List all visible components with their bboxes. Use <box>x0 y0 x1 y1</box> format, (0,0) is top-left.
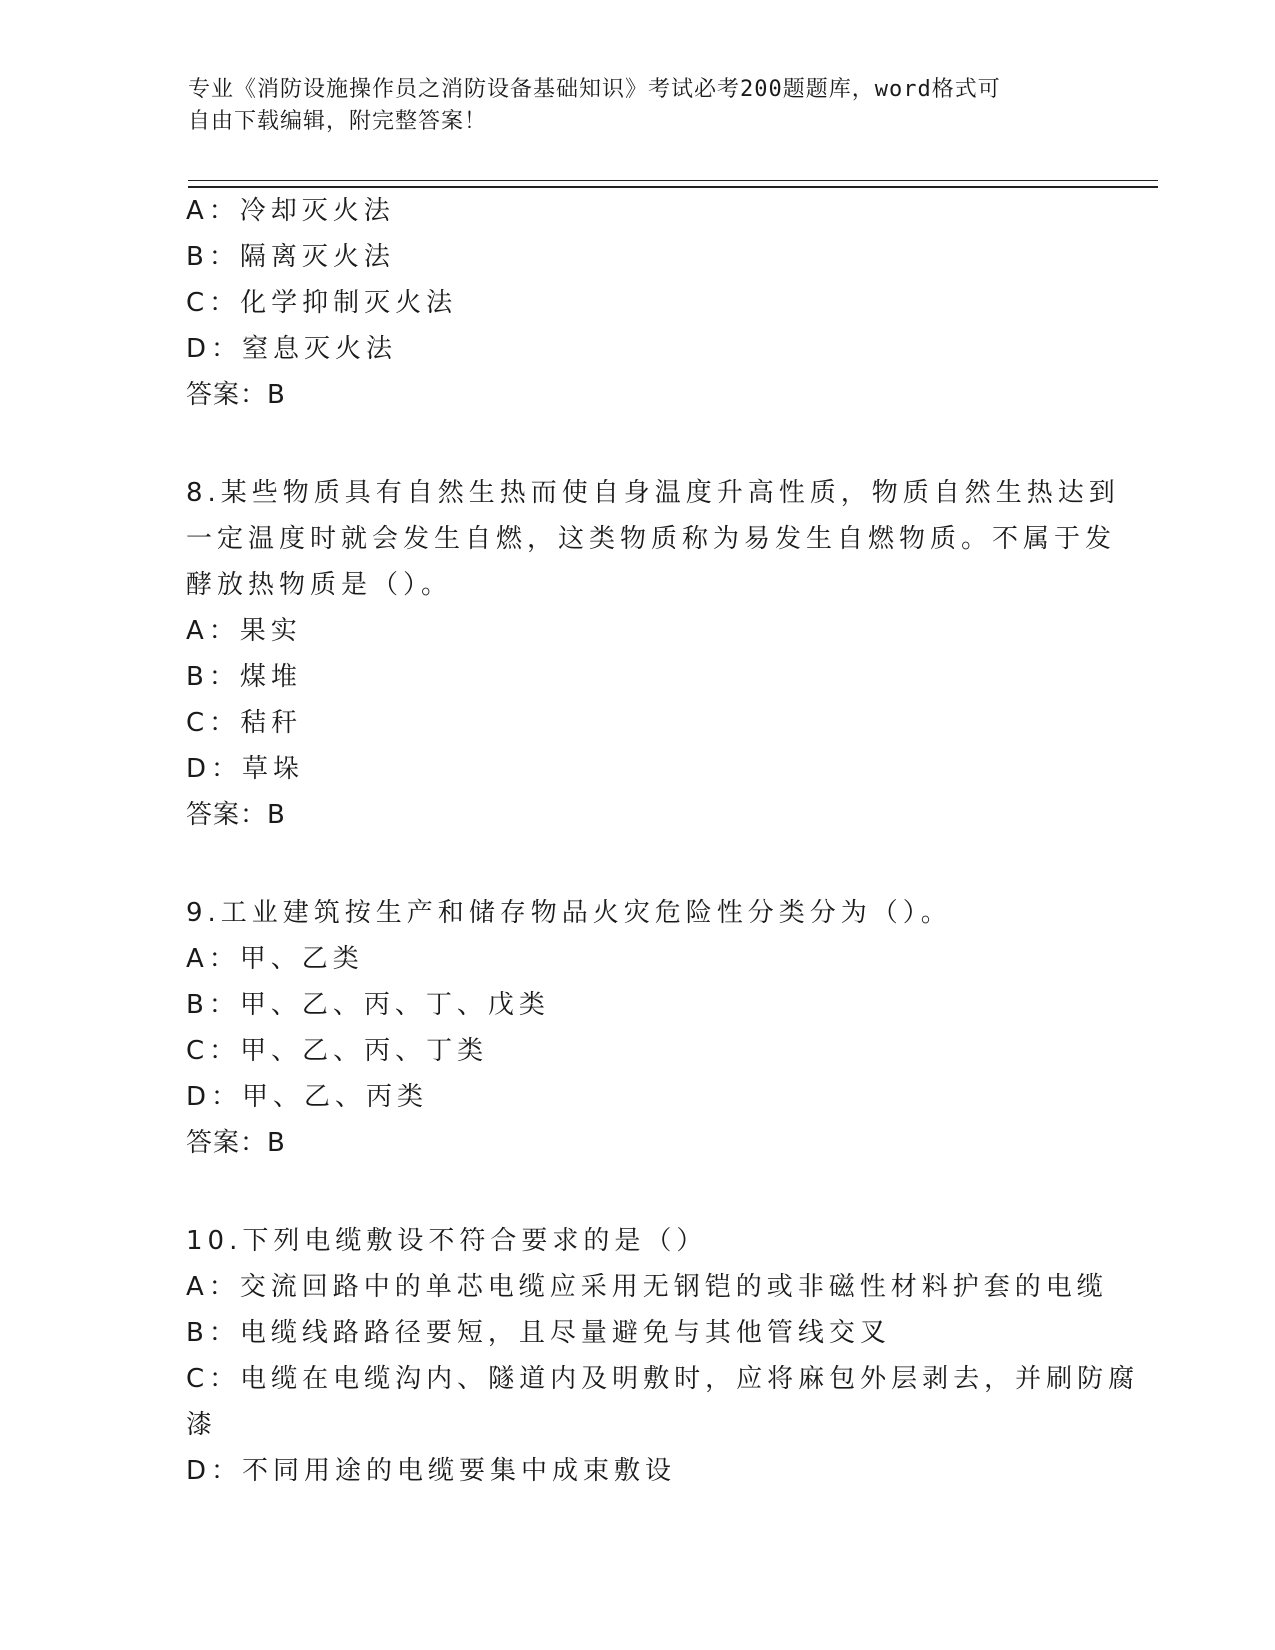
option-b: B：甲、乙、丙、丁、戊类 <box>186 990 550 1020</box>
option-b: B：煤堆 <box>186 662 302 692</box>
answer: 答案：B <box>186 1128 286 1158</box>
option-c: C：电缆在电缆沟内、隧道内及明敷时，应将麻包外层剥去，并刷防腐 <box>186 1364 1140 1394</box>
header-line-2: 自由下载编辑，附完整答案！ <box>188 109 488 134</box>
option-b: B：隔离灭火法 <box>186 242 395 272</box>
option-d: D：窒息灭火法 <box>186 334 398 364</box>
header-line-1: 专业《消防设施操作员之消防设备基础知识》考试必考200题题库，word格式可 <box>188 77 1001 102</box>
question-list <box>186 188 1140 1494</box>
option-a: A：交流回路中的单芯电缆应采用无钢铠的或非磁性材料护套的电缆 <box>186 1272 1108 1302</box>
answer: 答案：B <box>186 800 286 830</box>
question-stem-line: 8.某些物质具有自然生热而使自身温度升高性质，物质自然生热达到 <box>186 478 1120 508</box>
option-a: A：果实 <box>186 616 302 646</box>
option-c: C：甲、乙、丙、丁类 <box>186 1036 489 1066</box>
option-d: D：草垛 <box>186 754 305 784</box>
document-header <box>188 74 1068 138</box>
question-stem-line: 酵放热物质是（）。 <box>186 570 453 600</box>
answer: 答案：B <box>186 380 286 410</box>
question-7-fragment <box>186 188 1086 418</box>
question-stem-line: 10.下列电缆敷设不符合要求的是（） <box>186 1226 708 1256</box>
question-9 <box>186 890 1086 1166</box>
option-c: C：秸秆 <box>186 708 303 738</box>
option-d: D：不同用途的电缆要集中成束敷设 <box>186 1456 677 1486</box>
question-stem-line: 一定温度时就会发生自燃，这类物质称为易发生自燃物质。不属于发 <box>186 524 1117 554</box>
question-8 <box>186 470 1120 838</box>
option-a: A：冷却灭火法 <box>186 196 395 226</box>
option-b: B：电缆线路路径要短，且尽量避免与其他管线交叉 <box>186 1318 891 1348</box>
header-divider <box>188 180 1158 188</box>
option-a: A：甲、乙类 <box>186 944 364 974</box>
option-c: C：化学抑制灭火法 <box>186 288 458 318</box>
question-stem-line: 9.工业建筑按生产和储存物品火灾危险性分类分为（）。 <box>186 898 952 928</box>
option-c-continued: 漆 <box>186 1410 218 1440</box>
question-10 <box>186 1218 1140 1494</box>
option-d: D：甲、乙、丙类 <box>186 1082 429 1112</box>
